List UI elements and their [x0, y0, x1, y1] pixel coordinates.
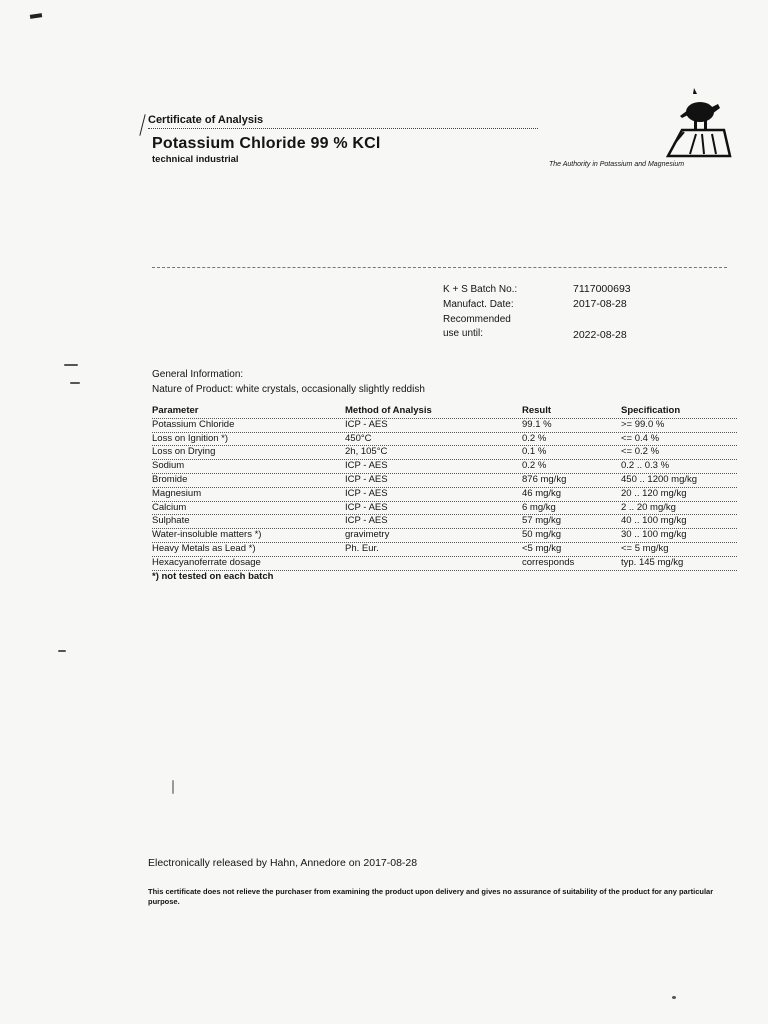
pen-slash: [139, 114, 145, 136]
table-row: [152, 419, 737, 433]
nature-of-product: Nature of Product: white crystals, occasionally slightly reddish: [152, 384, 425, 395]
parameter-cell: Sodium: [152, 460, 185, 472]
header-method: Method of Analysis: [345, 405, 432, 416]
result-cell: 57 mg/kg: [522, 515, 562, 527]
certificate-title: Certificate of Analysis: [148, 114, 264, 126]
method-cell: ICP - AES: [345, 515, 388, 527]
use-until-value: 2022-08-28: [573, 329, 627, 341]
parameter-cell: Bromide: [152, 473, 188, 485]
specification-cell: 0.2 .. 0.3 %: [621, 460, 670, 472]
table-row: [152, 529, 737, 543]
method-cell: ICP - AES: [345, 487, 388, 499]
use-until-label: use until:: [443, 328, 484, 339]
specification-cell: <= 0.4 %: [621, 432, 660, 444]
specification-cell: 450 .. 1200 mg/kg: [621, 473, 698, 485]
parameters-table: [152, 405, 737, 582]
header-parameter: Parameter: [152, 405, 199, 416]
result-cell: 46 mg/kg: [522, 487, 562, 499]
table-row: [152, 474, 737, 488]
parameter-cell: Heavy Metals as Lead *): [152, 542, 256, 554]
specification-cell: typ. 145 mg/kg: [621, 556, 684, 568]
table-row: [152, 543, 737, 557]
parameter-cell: Sulphate: [152, 515, 190, 527]
table-row: [152, 488, 737, 502]
specification-cell: 2 .. 20 mg/kg: [621, 501, 676, 513]
manufacture-date-value: 2017-08-28: [573, 298, 627, 310]
result-cell: 50 mg/kg: [522, 529, 562, 541]
specification-cell: <= 0.2 %: [621, 446, 660, 458]
scan-mark: [30, 13, 42, 19]
parameter-cell: Loss on Ignition *): [152, 432, 229, 444]
method-cell: 2h, 105°C: [345, 446, 388, 458]
general-information: [152, 367, 425, 397]
parameter-cell: Calcium: [152, 501, 187, 513]
scan-speck: [64, 364, 78, 366]
parameter-cell: Hexacyanoferrate dosage: [152, 556, 261, 568]
result-cell: 876 mg/kg: [522, 473, 567, 485]
table-header-row: [152, 405, 737, 419]
header-result: Result: [522, 405, 552, 416]
header-specification: Specification: [621, 405, 681, 416]
result-cell: <5 mg/kg: [522, 542, 562, 554]
scan-speck: [172, 780, 174, 794]
table-row: [152, 515, 737, 529]
disclaimer-text: This certificate does not relieve the purchaser from examining the product upon delivery and gives no assurance of suitability of the product for any particular purpose.: [148, 887, 714, 906]
batch-number-value: 7117000693: [573, 283, 631, 295]
specification-cell: <= 5 mg/kg: [621, 542, 669, 554]
product-title: Potassium Chloride 99 % KCl: [152, 135, 381, 152]
general-heading: General Information:: [152, 369, 244, 380]
kplus-s-logo-icon: [660, 86, 732, 158]
method-cell: gravimetry: [345, 529, 390, 541]
result-cell: corresponds: [522, 556, 575, 568]
parameter-cell: Loss on Drying: [152, 446, 216, 458]
method-cell: ICP - AES: [345, 418, 388, 430]
specification-cell: 40 .. 100 mg/kg: [621, 515, 687, 527]
result-cell: 6 mg/kg: [522, 501, 556, 513]
method-cell: 450°C: [345, 432, 372, 444]
table-row: [152, 502, 737, 516]
release-statement: Electronically released by Hahn, Annedore on 2017-08-28: [148, 857, 418, 869]
separator-rule: [152, 267, 727, 268]
table-row: [152, 557, 737, 571]
parameter-cell: Potassium Chloride: [152, 418, 235, 430]
product-subtitle: technical industrial: [152, 154, 239, 165]
table-row: [152, 446, 737, 460]
header-rule: [148, 128, 538, 129]
recommended-label: Recommended: [443, 314, 511, 325]
method-cell: Ph. Eur.: [345, 542, 379, 554]
parameter-cell: Magnesium: [152, 487, 202, 499]
result-cell: 0.2 %: [522, 460, 547, 472]
scan-speck: [70, 382, 80, 384]
scan-speck: [58, 650, 66, 652]
specification-cell: 20 .. 120 mg/kg: [621, 487, 687, 499]
manufacture-date-label: Manufact. Date:: [443, 299, 514, 310]
result-cell: 0.2 %: [522, 432, 547, 444]
result-cell: 99.1 %: [522, 418, 552, 430]
table-footnote: *) not tested on each batch: [152, 570, 274, 582]
batch-number-label: K + S Batch No.:: [443, 284, 518, 295]
method-cell: ICP - AES: [345, 501, 388, 513]
method-cell: ICP - AES: [345, 473, 388, 485]
company-tagline: The Authority in Potassium and Magnesium: [549, 161, 685, 168]
specification-cell: 30 .. 100 mg/kg: [621, 529, 687, 541]
parameter-cell: Water-insoluble matters *): [152, 529, 262, 541]
result-cell: 0.1 %: [522, 446, 547, 458]
specification-cell: >= 99.0 %: [621, 418, 665, 430]
table-row: [152, 433, 737, 447]
table-row: [152, 460, 737, 474]
scan-speck: [672, 996, 676, 999]
method-cell: ICP - AES: [345, 460, 388, 472]
